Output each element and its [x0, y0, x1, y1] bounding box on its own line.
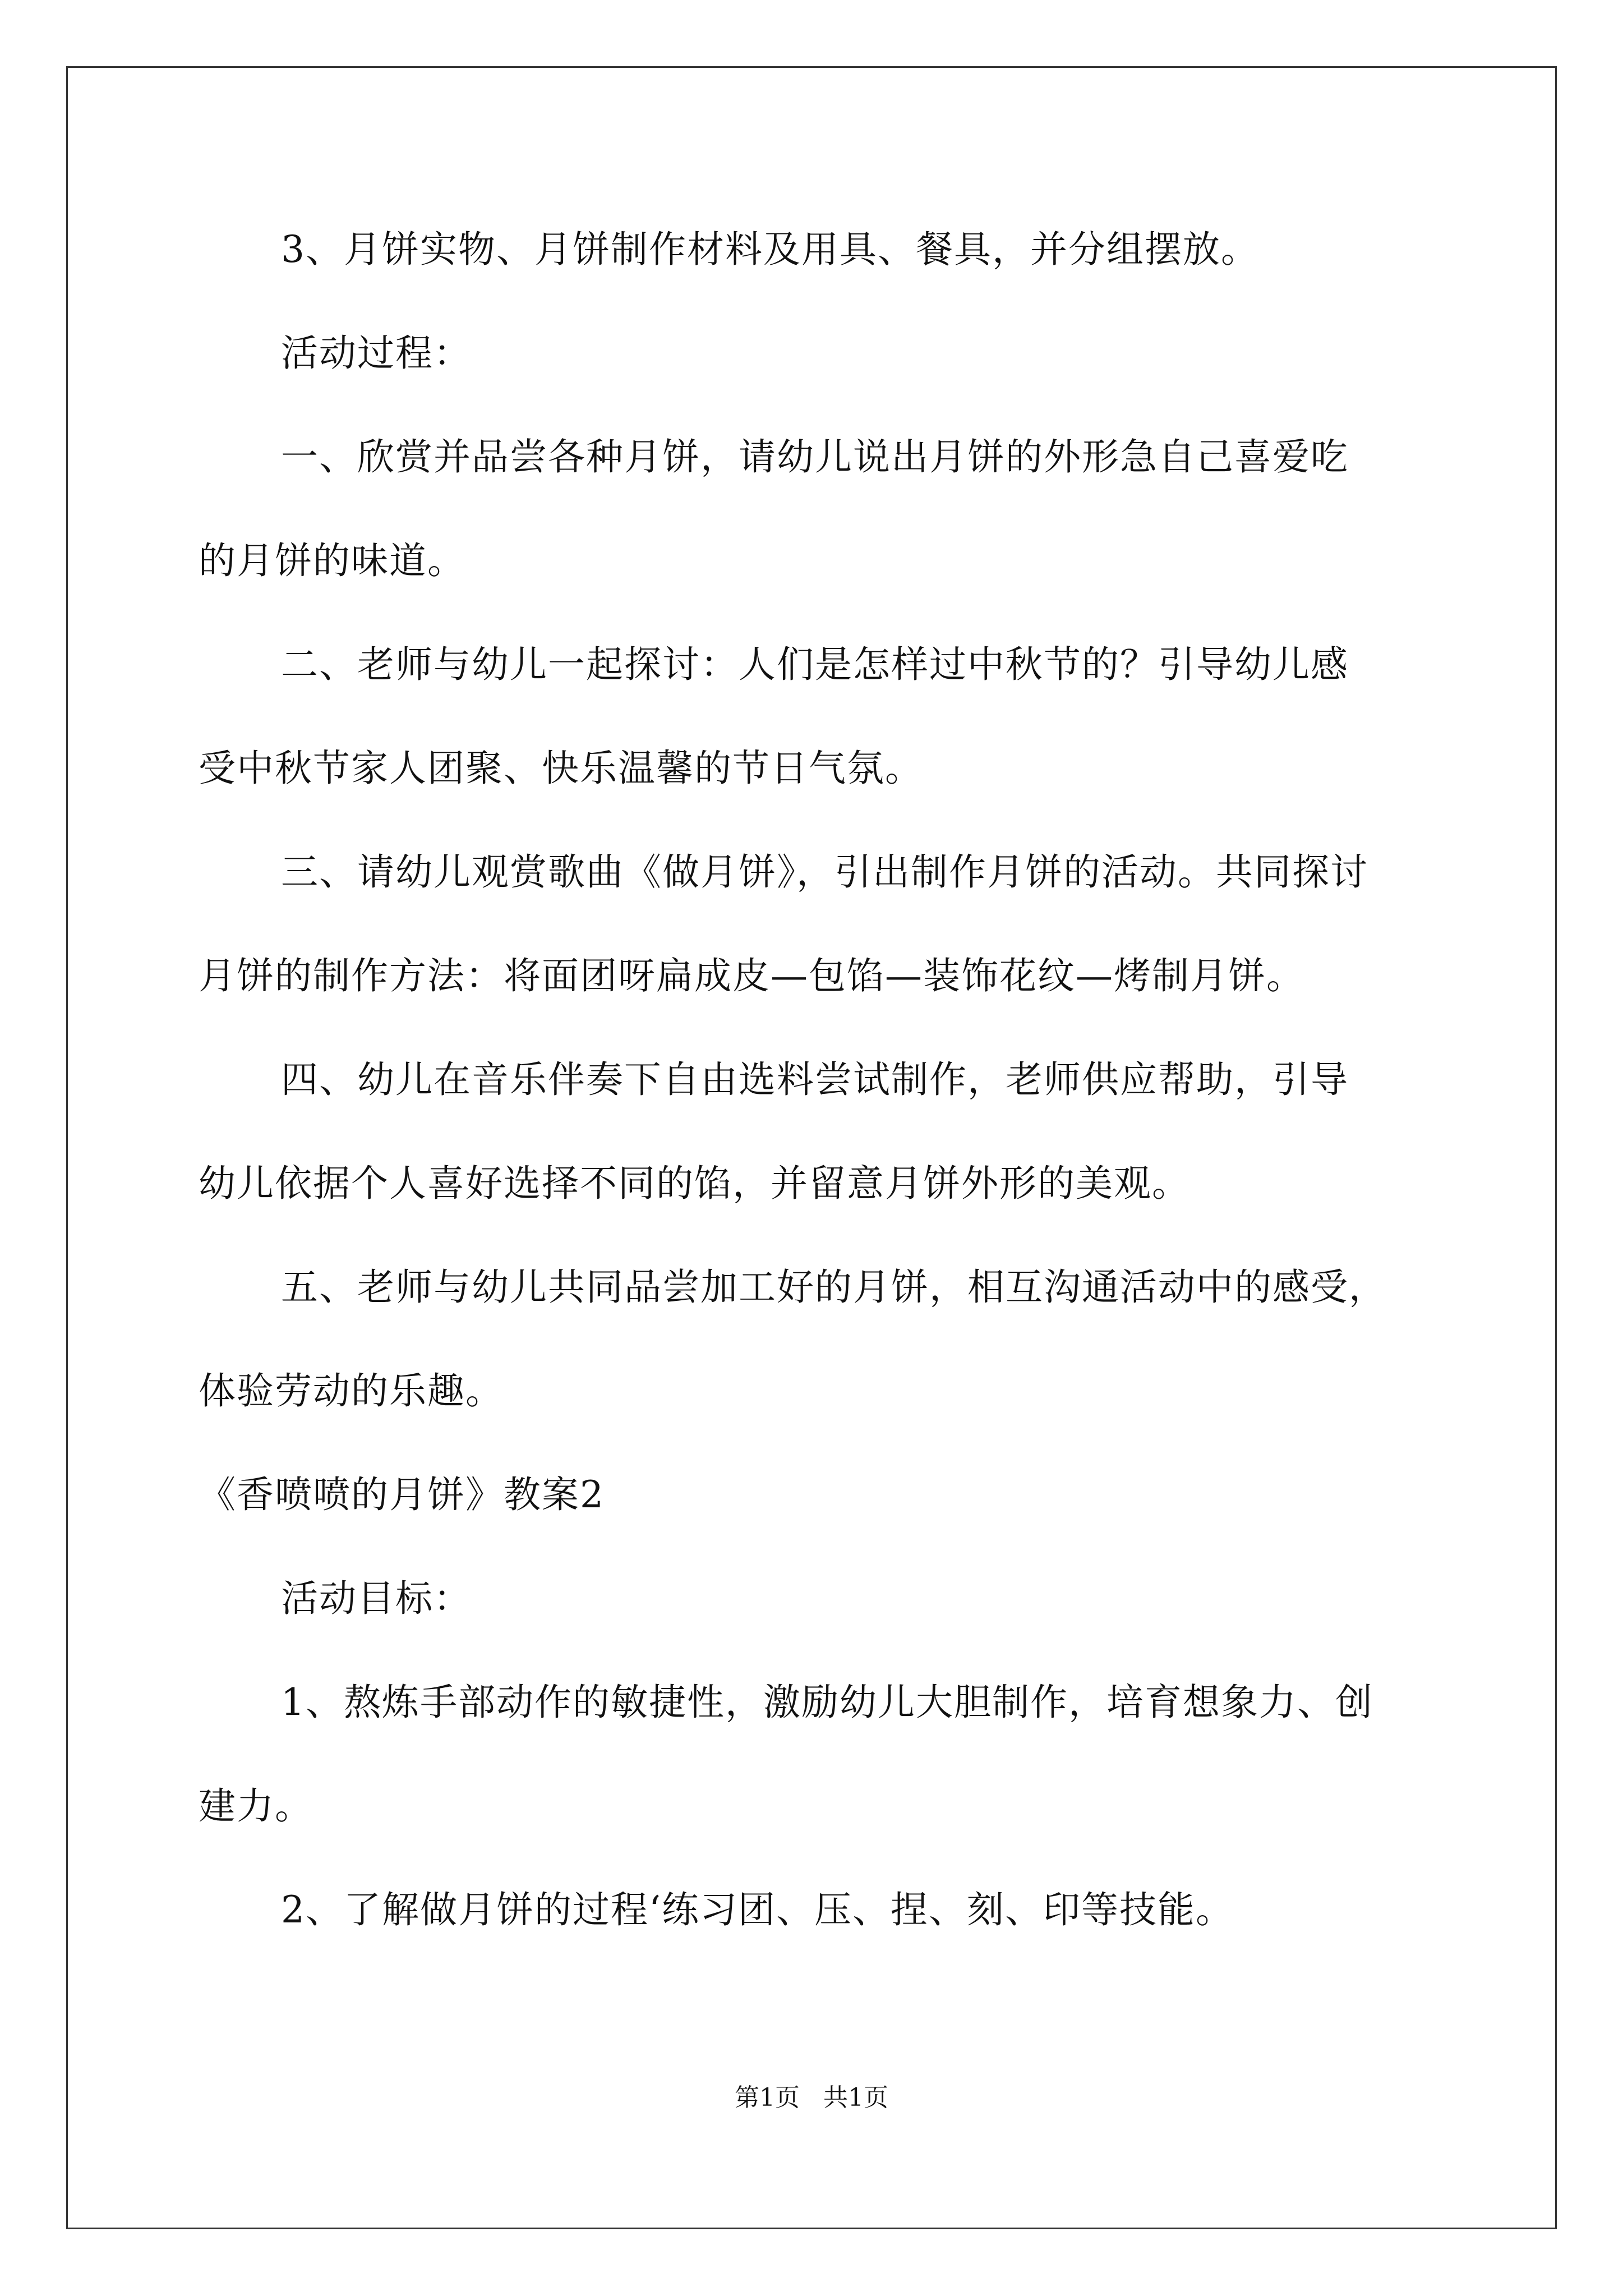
paragraph-line: 一、欣赏并品尝各种月饼，请幼儿说出月饼的外形急自己喜爱吃	[281, 435, 1349, 478]
paragraph-line: 2、了解做月饼的过程‘练习团、压、捏、刻、印等技能。	[281, 1888, 1234, 1931]
paragraph-line: 1、熬炼手部动作的敏捷性，激励幼儿大胆制作，培育想象力、创	[281, 1681, 1373, 1724]
paragraph-line: 四、幼儿在音乐伴奏下自由选料尝试制作，老师供应帮助，引导	[281, 1058, 1349, 1101]
paragraph-line: 3、月饼实物、月饼制作材料及用具、餐具，并分组摆放。	[281, 228, 1259, 271]
paragraph-line: 体验劳动的乐趣。	[199, 1369, 504, 1412]
section-heading: 活动过程：	[281, 332, 472, 375]
paragraph-line: 三、请幼儿观赏歌曲《做月饼》，引出制作月饼的活动。共同探讨	[281, 850, 1368, 894]
paragraph-line: 月饼的制作方法：将面团呀扁成皮—包馅—装饰花纹—烤制月饼。	[199, 954, 1304, 997]
paragraph-line: 的月饼的味道。	[199, 539, 465, 582]
section-heading: 活动目标：	[281, 1577, 472, 1620]
page-number: 第1页	[735, 2083, 800, 2112]
document-body	[199, 224, 1449, 1935]
paragraph-line: 幼儿依据个人喜好选择不同的馅，并留意月饼外形的美观。	[199, 1162, 1190, 1205]
page-footer	[0, 2081, 1623, 2115]
paragraph-line: 五、老师与幼儿共同品尝加工好的月饼，相互沟通活动中的感受，	[281, 1266, 1387, 1309]
paragraph-line: 建力。	[199, 1784, 313, 1828]
paragraph-line: 二、老师与幼儿一起探讨：人们是怎样过中秋节的？引导幼儿感	[281, 643, 1349, 686]
page-total: 共1页	[823, 2083, 888, 2112]
document-title: 《香喷喷的月饼》教案2	[199, 1473, 605, 1516]
paragraph-line: 受中秋节家人团聚、快乐温馨的节日气氛。	[199, 747, 923, 790]
